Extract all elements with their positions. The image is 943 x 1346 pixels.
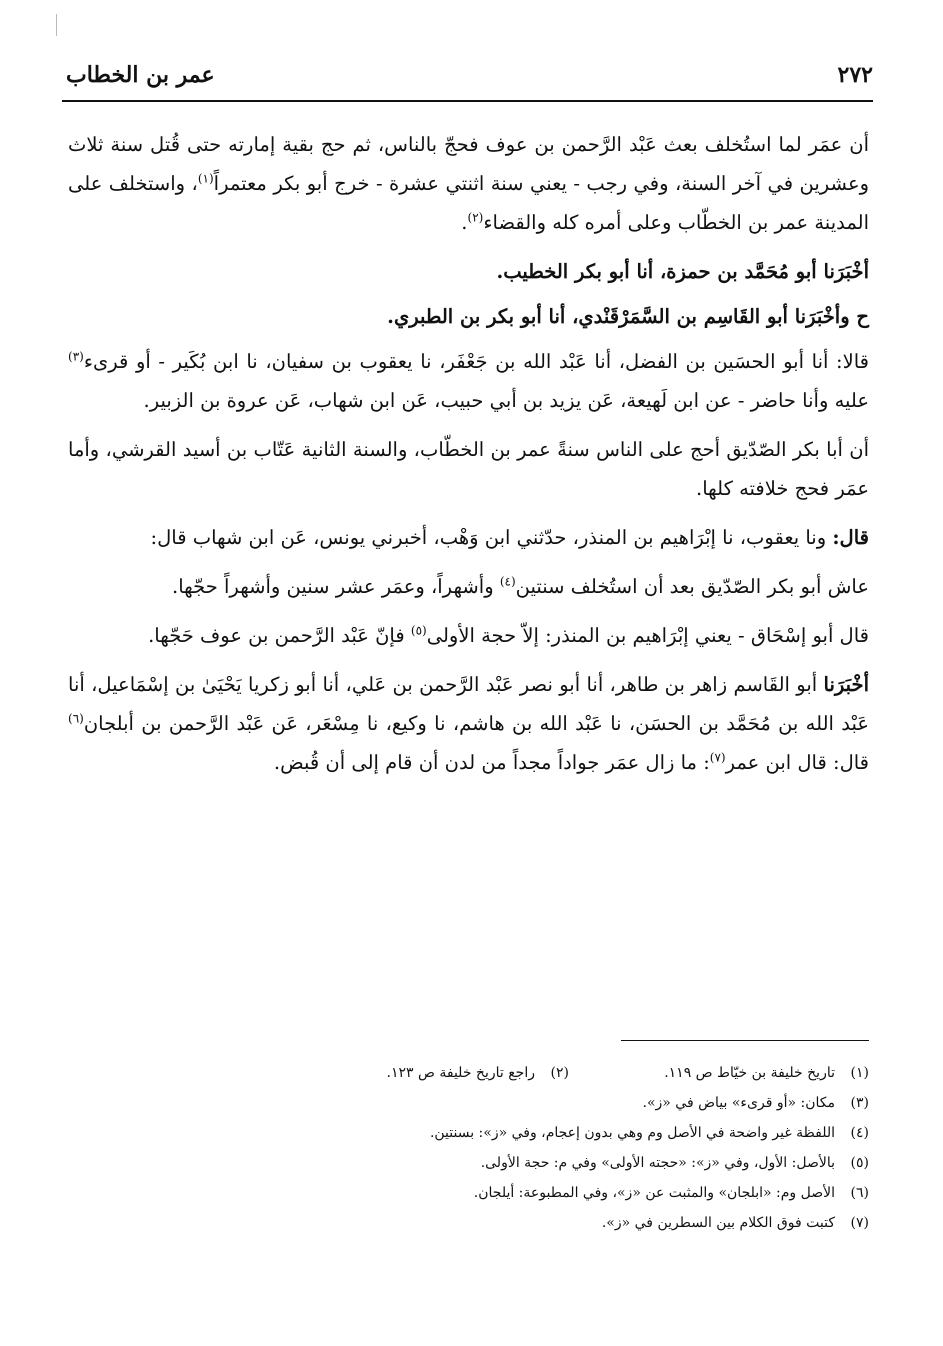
main-text (68, 125, 869, 792)
footnote-number: (٥) (850, 1155, 869, 1171)
footnote-7 (160, 1208, 869, 1238)
paragraph-1-text-a: أن عمَر لما استُخلف بعث عَبْد الرَّحمن بن عوف فحجّ بالناس، ثم حج بقية إمارته حتى قُتل سنة ثلاث وعشرين في آخر السنة، وفي رجب - يعني سنة اثنتي عشرة - خرج أبو بكر معتمراً (68, 133, 869, 195)
footnote-text: الأصل وم: «ابلجان» والمثبت عن «ز»، وفي المطبوعة: أيلجان. (473, 1185, 835, 1201)
paragraph-1-text-c: . (461, 211, 468, 234)
footnote-ref-4: (٤) (499, 574, 516, 589)
isnad-keyword: أخْبَرَنا (823, 673, 869, 696)
paragraph-8-text-b: فإنّ عَبْد الرَّحمن بن عوف حَجّها. (148, 624, 411, 647)
footnote-ref-2: (٢) (467, 210, 484, 225)
paragraph-2 (68, 252, 869, 291)
footnote-text: تاريخ خليفة بن خيّاط ص ١١٩. (664, 1065, 835, 1081)
footnote-number: (٣) (850, 1095, 869, 1111)
paragraph-9-text-a: أبو القَاسم زاهر بن طاهر، أنا أبو نصر عَبْد الرَّحمن بن عَلي، أنا أبو زكريا يَحْيَىٰ بن إسْمَاعيل، أنا عَبْد الله بن مُحَمَّد بن الحسَن، نا عَبْد الله بن هاشم، نا وكيع، نا مِسْعَر، عَن عَبْد الرَّحمن بن أبلجان (68, 673, 869, 735)
footnote-2 (387, 1058, 569, 1088)
paragraph-8 (68, 616, 869, 655)
footnote-separator (621, 1040, 869, 1041)
paragraph-4-text-a: قالا: أنا أبو الحسَين بن الفضل، أنا عَبْد الله بن جَعْفَر، نا يعقوب بن سفيان، نا ابن بُكَير - أو قرىء (83, 350, 869, 373)
footnote-number: (٧) (850, 1215, 869, 1231)
footnote-ref-1: (١) (197, 171, 214, 186)
paragraph-5: أن أبا بكر الصّدّيق أحج على الناس سنةً عمر بن الخطّاب، والسنة الثانية عَتّاب بن أسيد القرشي، وأما عمَر فحج خلافته كلها. (68, 438, 869, 500)
footnote-ref-5: (٥) (410, 623, 427, 638)
footnotes (160, 1058, 869, 1238)
footnote-row (160, 1058, 869, 1088)
footnote-text: راجع تاريخ خليفة ص ١٢٣. (386, 1065, 535, 1081)
page-header (62, 58, 873, 102)
paragraph-3-text: أبو القَاسِم بن السَّمَرْقَنْدي، أنا أبو بكر بن الطبري. (387, 305, 795, 328)
page-number: ٢٧٢ (837, 62, 873, 88)
paragraph-2-text: أبو مُحَمَّد بن حمزة، أنا أبو بكر الخطيب. (496, 260, 824, 283)
paragraph-6 (68, 518, 869, 557)
footnote-text: بالأصل: الأول، وفي «ز»: «حجته الأولى» وفي م: حجة الأولى. (480, 1155, 835, 1171)
footnote-number: (٤) (850, 1125, 869, 1141)
paragraph-7 (68, 567, 869, 606)
running-title: عمر بن الخطاب (66, 62, 215, 88)
paragraph-4-text-b: عليه وأنا حاضر - عن ابن لَهيعة، عَن يزيد بن أبي حبيب، عَن ابن شهاب، عَن عروة بن الزبير. (143, 389, 869, 412)
isnad-keyword: أخْبَرَنا (823, 260, 869, 283)
paragraph-3 (68, 297, 869, 336)
paragraph-9-text-c: : ما زال عمَر جواداً مجداً من لدن أن قام إلى أن قُبض. (273, 751, 710, 774)
paragraph-9 (68, 665, 869, 782)
footnote-1 (569, 1058, 869, 1088)
scan-margin-mark (56, 14, 57, 36)
paragraph-1-text-b: ، واستخلف على المدينة عمر بن الخطّاب وعلى أمره كله والقضاء (68, 172, 869, 234)
paragraph-7-text-b: وأشهراً، وعمَر عشر سنين وأشهراً حجّها. (172, 575, 500, 598)
paragraph-6-text: ونا يعقوب، نا إبْرَاهيم بن المنذر، حدّثني ابن وَهْب، أخبرني يونس، عَن ابن شهاب قال: (150, 526, 833, 549)
footnote-number: (٦) (850, 1185, 869, 1201)
footnote-number: (٢) (550, 1065, 569, 1081)
footnote-4 (160, 1118, 869, 1148)
paragraph-1 (68, 125, 869, 242)
isnad-keyword: قال: (832, 526, 869, 549)
footnote-6 (160, 1178, 869, 1208)
footnote-ref-6: (٦) (68, 711, 84, 726)
footnote-text: مكان: «أو قرىء» بياض في «ز». (642, 1095, 835, 1111)
footnote-number: (١) (850, 1065, 869, 1081)
footnote-ref-7: (٧) (709, 750, 726, 765)
footnote-text: كتبت فوق الكلام بين السطرين في «ز». (601, 1215, 835, 1231)
footnote-ref-3: (٣) (68, 349, 84, 364)
footnote-text: اللفظة غير واضحة في الأصل وم وهي بدون إعجام، وفي «ز»: بسنتين. (429, 1125, 835, 1141)
footnote-3 (160, 1088, 869, 1118)
isnad-keyword: ح وأخْبَرَنا (794, 305, 869, 328)
paragraph-9-text-b: قال: قال ابن عمر (725, 751, 869, 774)
paragraph-8-text-a: قال أبو إسْحَاق - يعني إبْرَاهيم بن المنذر: إلاّ حجة الأولى (426, 624, 869, 647)
footnote-5 (160, 1148, 869, 1178)
paragraph-4 (68, 342, 869, 420)
paragraph-7-text-a: عاش أبو بكر الصّدّيق بعد أن استُخلف سنتين (515, 575, 869, 598)
